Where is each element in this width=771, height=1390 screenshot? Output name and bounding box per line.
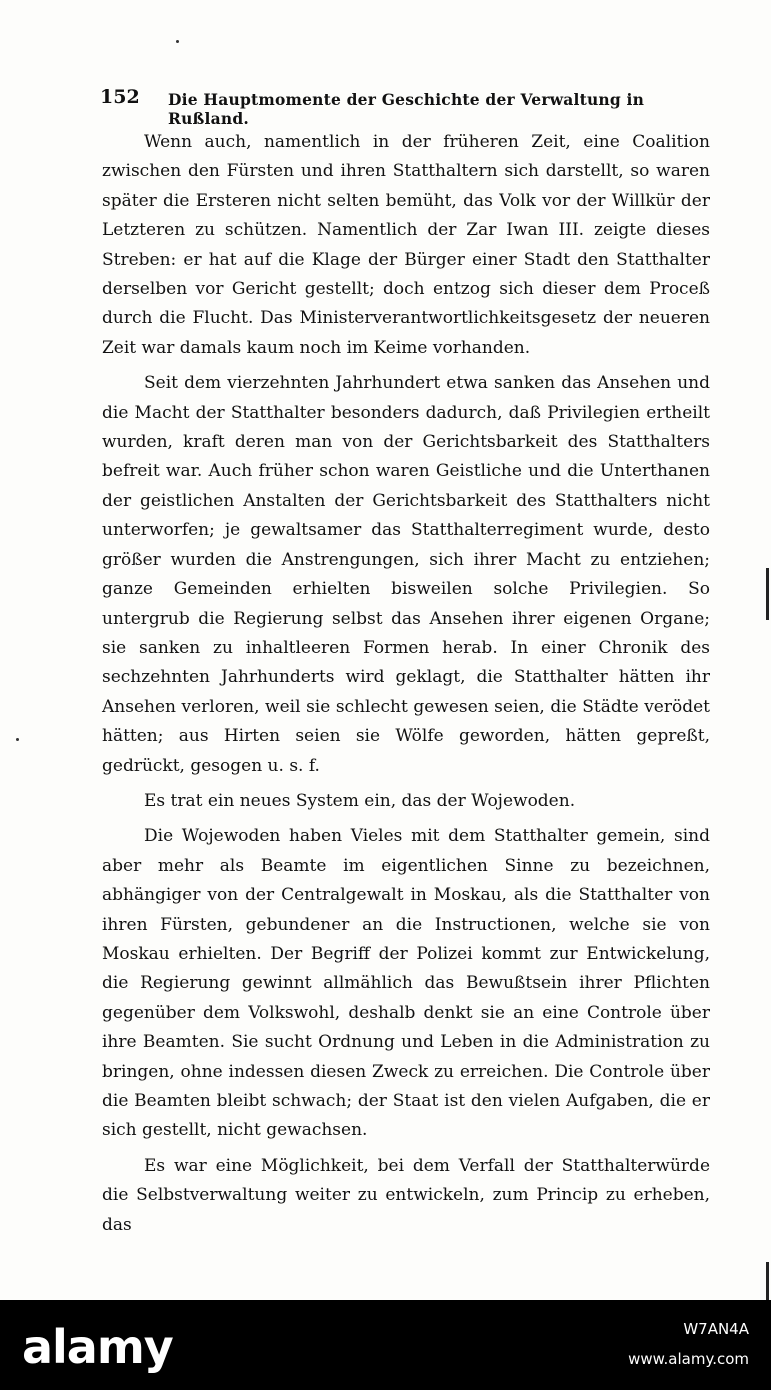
page-number: 152 [100, 86, 140, 108]
paragraph: Wenn auch, namentlich in der früheren Zeit, eine Coalition zwischen den Fürsten und ihren Statthaltern sich darstellt, so waren später die Ersteren nicht selten bemüht, das Volk vor der Willkür der Letzteren zu schützen. Namentlich der Zar Iwan III. zeigte dieses Streben: er hat auf die Klage der Bürger einer Stadt den Statthalter derselben vor Gericht gestellt; doch entzog sich dieser dem Proceß durch die Flucht. Das Ministerverantwortlichkeitsgesetz der neueren Zeit war damals kaum noch im Keime vorhanden. [102, 132, 710, 358]
body-text [102, 128, 710, 1246]
scan-speck [176, 40, 179, 43]
running-title: Die Hauptmomente der Geschichte der Verwaltung in Rußland. [168, 90, 645, 128]
scan-edge-mark [766, 568, 769, 620]
paragraph: Es war eine Möglichkeit, bei dem Verfall der Statthalterwürde die Selbstverwaltung weiter zu entwickeln, zum Princip zu erheben, das [102, 1155, 710, 1235]
scan-speck [16, 738, 19, 741]
watermark-logo: alamy [22, 1320, 173, 1374]
scan-edge-mark [766, 1262, 769, 1300]
watermark-bar [0, 1300, 771, 1390]
paragraph: Seit dem vierzehnten Jahrhundert etwa sanken das Ansehen und die Macht der Statthalter besonders dadurch, daß Privilegien ertheilt wurden, kraft deren man von der Gerichtsbarkeit des Statthalters befreit war. Auch früher schon waren Geistliche und die Unterthanen der geistlichen Anstalten der Gerichtsbarkeit des Statthalters nicht unterworfen; je gewaltsamer das Statthalterregiment wurde, desto größer wurden die Anstrengungen, sich ihrer Macht zu entziehen; ganze Gemeinden erhielten bisweilen solche Privilegien. So untergrub die Regierung selbst das Ansehen ihrer eigenen Organe; sie sanken zu inhaltleeren Formen herab. In einer Chronik des sechzehnten Jahrhunderts wird geklagt, die Statthalter hätten ihr Ansehen verloren, weil sie schlecht gewesen seien, die Städte verödet hätten; aus Hirten seien sie Wölfe geworden, hätten gepreßt, gedrückt, gesogen u. s. f. [102, 373, 710, 776]
page-header [100, 86, 660, 128]
paragraph: Die Wojewoden haben Vieles mit dem Statthalter gemein, sind aber mehr als Beamte im eigentlichen Sinne zu bezeichnen, abhängiger von der Centralgewalt in Moskau, als die Statthalter von ihren Fürsten, gebundener an die Instructionen, welche sie von Moskau erhielten. Der Begriff der Polizei kommt zur Entwickelung, die Regierung gewinnt allmählich das Bewußtsein ihrer Pflichten gegenüber dem Volkswohl, deshalb denkt sie an eine Controle über ihre Beamten. Sie sucht Ordnung und Leben in die Administration zu bringen, ohne indessen diesen Zweck zu erreichen. Die Controle über die Beamten bleibt schwach; der Staat ist den vielen Aufgaben, die er sich gestellt, nicht gewachsen. [102, 826, 710, 1141]
image-id: W7AN4A [683, 1320, 749, 1338]
site-url: www.alamy.com [628, 1350, 749, 1368]
paragraph: Es trat ein neues System ein, das der Wojewoden. [144, 790, 576, 811]
